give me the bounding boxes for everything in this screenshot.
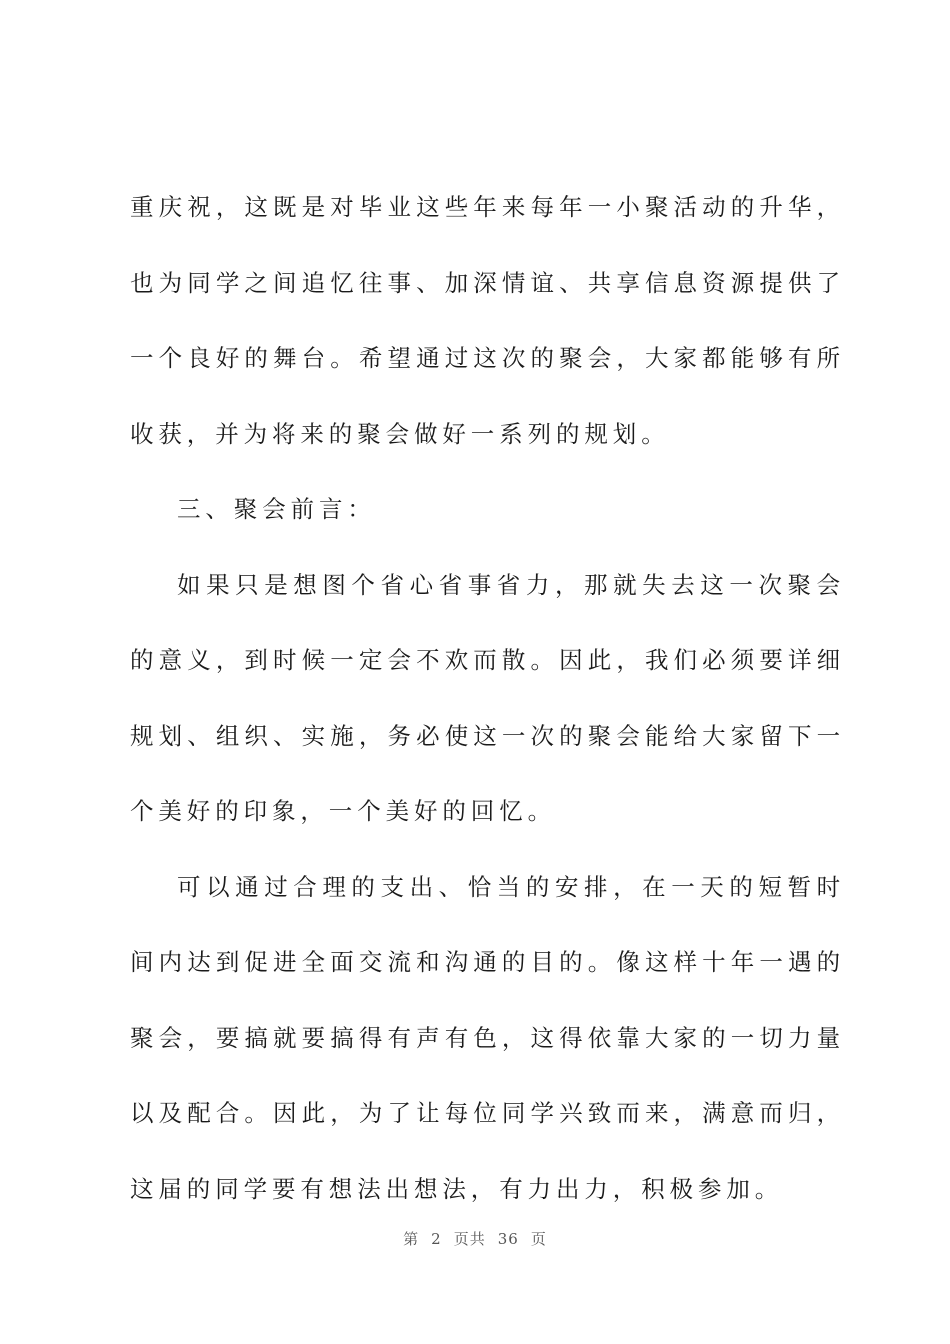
footer-prefix: 第 <box>403 1230 420 1248</box>
section-heading-preface: 三、聚会前言： <box>177 495 376 523</box>
paragraph-continuation: 重庆祝，这既是对毕业这些年来每年一小聚活动的升华，也为同学之间追忆往事、加深情谊、共享信息资源提供了一个良好的舞台。希望通过这次的聚会，大家都能够有所收获，并为将来的聚会做好一系列的规划。 <box>130 193 845 448</box>
document-body <box>130 170 845 1227</box>
footer-suffix: 页 <box>530 1230 547 1248</box>
footer-middle: 页共 <box>453 1230 486 1248</box>
paragraph-preface-1: 如果只是想图个省心省事省力，那就失去这一次聚会的意义，到时候一定会不欢而散。因此，我们必须要详细规划、组织、实施，务必使这一次的聚会能给大家留下一个美好的印象，一个美好的回忆。 <box>130 570 845 825</box>
footer-current-page: 2 <box>431 1230 442 1248</box>
page-number-footer <box>0 1228 950 1249</box>
footer-total-pages: 36 <box>497 1230 519 1248</box>
paragraph-preface-2: 可以通过合理的支出、恰当的安排，在一天的短暂时间内达到促进全面交流和沟通的目的。像这样十年一遇的聚会，要搞就要搞得有声有色，这得依靠大家的一切力量以及配合。因此，为了让每位同学兴致而来，满意而归，这届的同学要有想法出想法，有力出力，积极参加。 <box>130 872 845 1203</box>
